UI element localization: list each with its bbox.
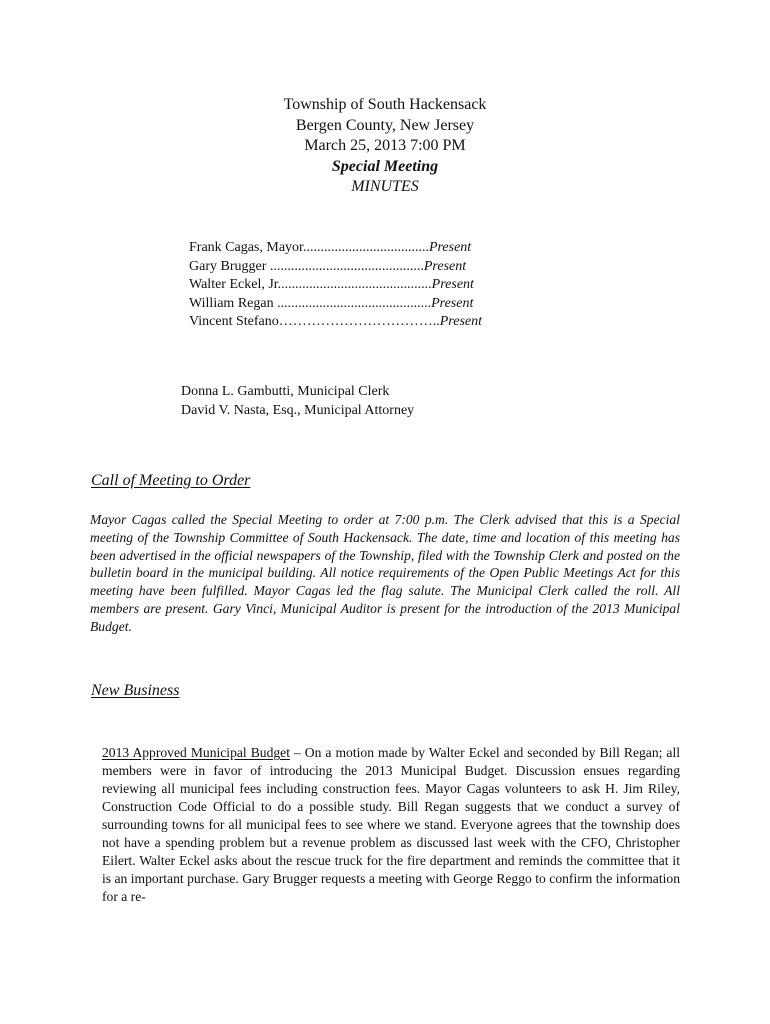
section-heading-call-to-order: Call of Meeting to Order: [91, 472, 251, 489]
budget-item-paragraph: [102, 744, 680, 906]
document-header: [0, 95, 770, 198]
official-clerk: Donna L. Gambutti, Municipal Clerk: [181, 384, 390, 399]
roll-call-row: [189, 276, 482, 295]
section-heading-new-business: New Business: [91, 682, 180, 699]
budget-item-title: 2013 Approved Municipal Budget: [102, 745, 290, 760]
member-name: Gary Brugger: [189, 258, 270, 274]
member-name: William Regan: [189, 295, 278, 311]
member-name: Walter Eckel, Jr.: [189, 277, 282, 292]
meeting-datetime: March 25, 2013 7:00 PM: [304, 137, 466, 154]
dot-leader: ...........................................: [281, 277, 432, 292]
meeting-type: Special Meeting: [331, 157, 439, 175]
attendance-status: Present: [423, 258, 467, 274]
roll-call-row: [189, 313, 482, 332]
attendance-status: Present: [431, 295, 474, 311]
attendance-status: Present: [428, 240, 472, 255]
document-type: MINUTES: [351, 178, 419, 195]
roll-call-row: [189, 239, 482, 258]
dot-leader: ……………………………..: [278, 314, 440, 329]
budget-item-text: – On a motion made by Walter Eckel and seconded by Bill Regan; all members were in favor of introducing the 2013 Municipal Budget. Discussion ensues regarding reviewing all municipal fees including construction fees. Mayor Cagas volunteers to ask H. Jim Riley, Construction Code Official to do a possible study. Bill Regan suggests that we conduct a survey of surrounding towns for all municipal fees to see where we stand. Everyone agrees that the township does not have a spending problem but a revenue problem as discussed last week with the CFO, Christopher Eilert. Walter Eckel asks about the rescue truck for the fire department and reminds the committee that it is an important purchase. Gary Brugger requests a meeting with George Reggo to confirm the information for a re-: [102, 745, 681, 904]
attendance-status: Present: [431, 277, 474, 292]
township-name: Township of South Hackensack: [283, 96, 487, 113]
roll-call-row: [189, 295, 482, 314]
county-name: Bergen County, New Jersey: [295, 116, 475, 134]
attendance-status: Present: [439, 314, 482, 329]
member-name: Frank Cagas, Mayor: [189, 240, 303, 255]
member-name: Vincent Stefano: [189, 314, 279, 329]
roll-call-row: [189, 258, 482, 277]
official-attorney: David V. Nasta, Esq., Municipal Attorney: [181, 402, 415, 418]
dot-leader: ............................................: [277, 295, 432, 311]
dot-leader: ............................................: [269, 258, 424, 274]
call-to-order-paragraph: Mayor Cagas called the Special Meeting to order at 7:00 p.m. The Clerk advised that this is a Special meeting of the Township Committee of South Hackensack. The date, time and location of this meeting has been advertised in the official newspapers of the Township, filed with the Township Clerk and posted on the bulletin board in the municipal building. All notice requirements of the Open Public Meetings Act for this meeting have been fulfilled. Mayor Cagas led the flag salute. The Municipal Clerk called the roll. All members are present. Gary Vinci, Municipal Auditor is present for the introduction of the 2013 Municipal Budget.: [90, 512, 680, 634]
dot-leader: ....................................: [302, 240, 429, 255]
officials-list: [181, 383, 414, 420]
roll-call-list: [189, 239, 482, 332]
